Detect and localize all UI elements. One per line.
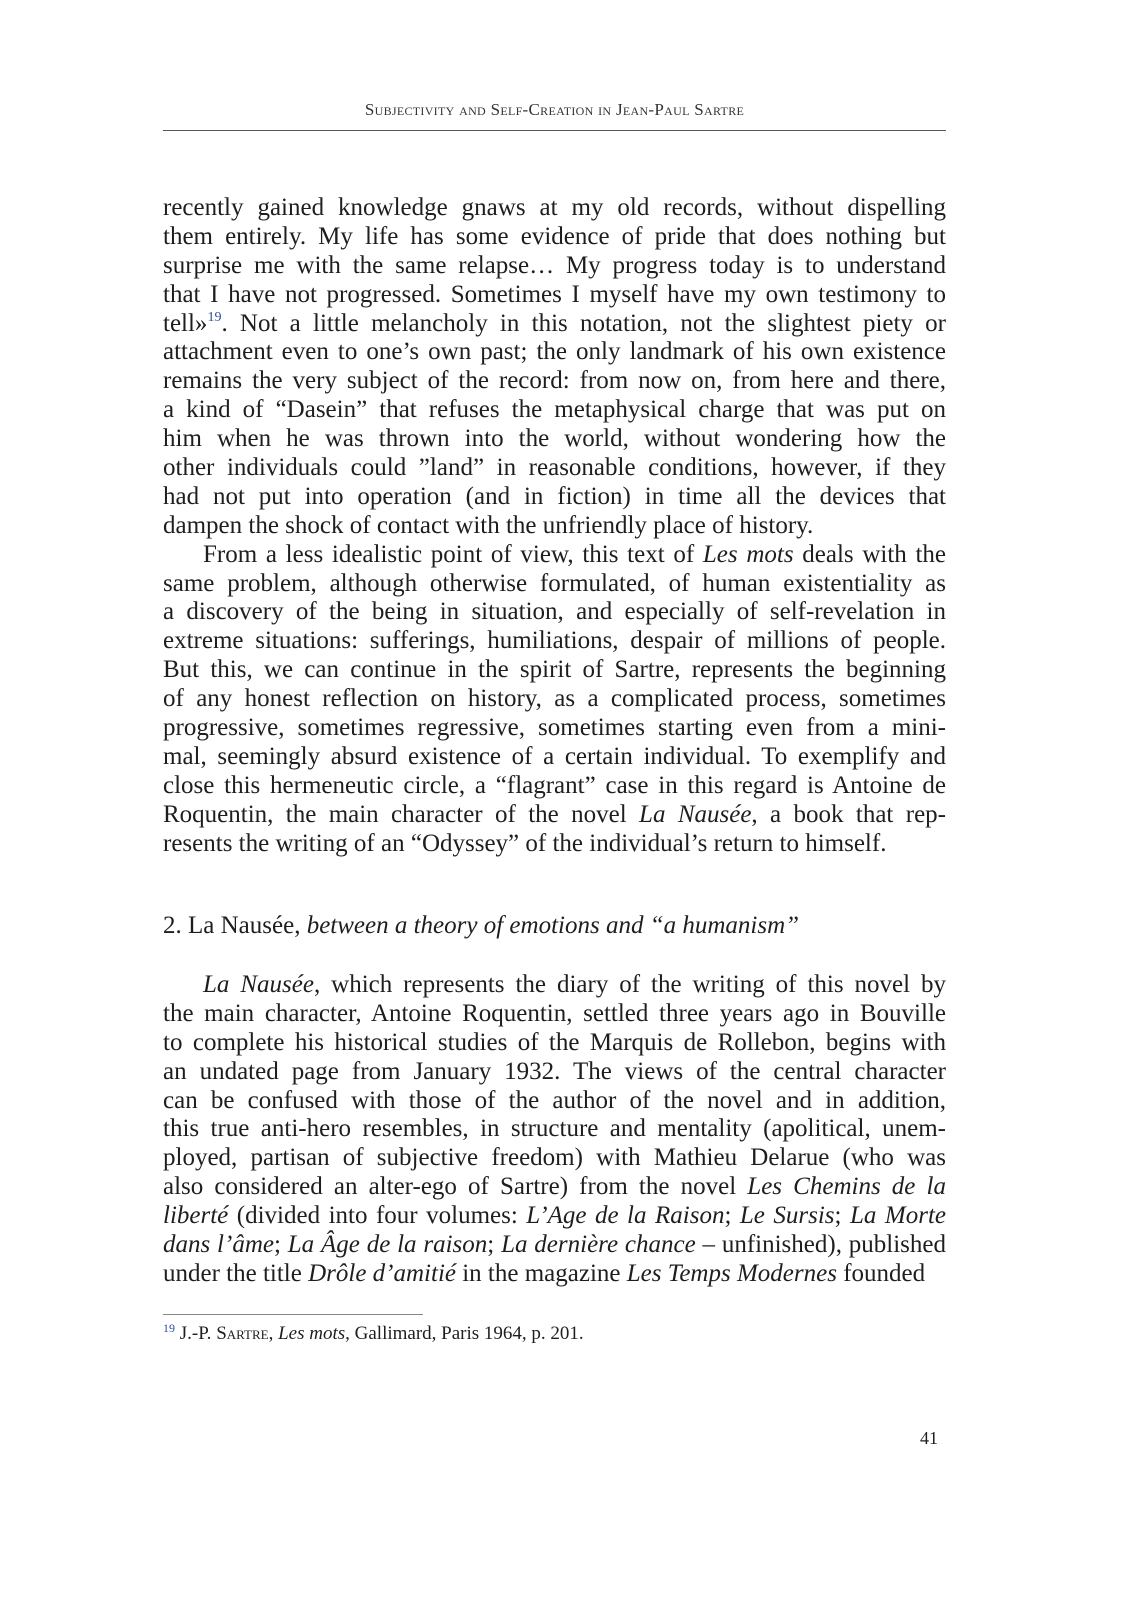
text-run[interactable]: this true anti-hero resembles, in structure and mentality (apolitical, unem- [163,1115,946,1143]
text-line [163,1260,946,1289]
paragraph-p1 [163,194,946,541]
text-run[interactable]: (divided into four volumes: [228,1202,527,1230]
text-line [163,310,946,339]
text-line [163,1231,946,1260]
text-line [163,801,946,830]
text-run[interactable]: other individuals could ”land” in reasonable conditions, however, if they [163,454,946,482]
footnote-reference[interactable]: 19 [207,309,222,325]
text-run[interactable]: also considered an alter-ego of Sartre) from the novel [163,1173,748,1201]
text-run[interactable]: ; [273,1231,288,1259]
italic-title: La Morte [850,1202,946,1230]
text-run[interactable]: in the magazine [455,1259,627,1287]
italic-title: Les Chemins de la [747,1173,946,1201]
text-line [163,194,946,223]
text-run[interactable]: attachment even to one’s own past; the only landmark of his own existence [163,338,946,366]
text-run[interactable]: to complete his historical studies of the Marquis de Rollebon, begins with [163,1028,946,1056]
footnote-number: 19 [163,1321,175,1335]
page-number: 41 [920,1428,938,1448]
text-run[interactable]: that I have not progressed. Sometimes I myself have my own testimony to [163,280,946,308]
text-run[interactable]: remains the very subject of the record: from now on, from here and there, [163,367,946,395]
text-line [163,1029,946,1058]
section-title-italic: between a theory of emotions and “a humanism” [306,912,800,939]
running-head: Subjectivity and Self-Creation in Jean-Paul Sartre [364,100,745,119]
text-run[interactable]: , which represents the diary of the writing of this novel by [313,971,947,998]
text-run[interactable]: mal, seemingly absurd existence of a certain individual. To exemplify and [163,742,946,770]
text-line [163,656,946,685]
text-run[interactable]: close this hermeneutic circle, a “flagrant” case in this regard is Antoine de [163,771,946,799]
text-run[interactable]: the main character, Antoine Roquentin, settled three years ago in Bouville [163,999,946,1027]
text-run[interactable]: ; [487,1231,502,1259]
text-line [163,425,946,454]
section-number: 2. [163,912,182,939]
text-run[interactable]: progressive, sometimes regressive, sometimes starting even from a mini- [163,714,946,742]
italic-title: L’Age de la Raison [526,1202,725,1230]
section-title-roman: La Nausée, [188,912,301,939]
text-run[interactable]: – unfinished), published [695,1231,946,1259]
italic-title: Les Temps Modernes [626,1259,837,1287]
italic-title: La Âge de la raison [287,1231,488,1259]
text-run[interactable]: ; [724,1202,740,1230]
text-run[interactable]: From a less idealistic point of view, this text of [203,540,703,568]
text-line [163,396,946,425]
text-run[interactable]: resents the writing of an “Odyssey” of the individual’s return to himself. [163,829,887,857]
italic-title: dans l’âme [163,1231,274,1259]
text-line [163,1115,946,1144]
text-run[interactable]: a discovery of the being in situation, and especially of self-revelation in [163,598,946,626]
text-run[interactable]: ; [834,1202,850,1230]
text-line [163,223,946,252]
text-line [163,281,946,310]
text-run[interactable]: But this, we can continue in the spirit of Sartre, represents the beginning [163,656,946,684]
text-line [163,971,946,1000]
text-run[interactable]: dampen the shock of contact with the unfriendly place of history. [163,511,814,539]
text-line [163,1202,946,1231]
paragraph-p3 [163,971,946,1289]
text-line [163,772,946,801]
text-run[interactable]: can be confused with those of the author of the novel and in addition, [163,1086,946,1114]
text-line [163,830,946,859]
text-line [163,570,946,599]
text-run[interactable]: surprise me with the same relapse… My progress today is to understand [163,251,946,279]
footnote-rule [163,1314,423,1315]
text-run[interactable]: him when he was thrown into the world, without wondering how the [163,425,946,453]
text-run[interactable]: recently gained knowledge gnaws at my old records, without dispelling [163,194,946,221]
text-line [163,483,946,512]
text-line [163,541,946,570]
italic-title: Le Sursis [739,1202,835,1230]
text-run[interactable]: , a book that rep- [751,800,946,828]
italic-title: Les mots [702,540,794,568]
text-run[interactable]: ployed, partisan of subjective freedom) with Mathieu Delarue (who was [163,1144,946,1172]
italic-title: La Nausée [639,800,752,828]
text-run[interactable]: them entirely. My life has some evidence of pride that does nothing but [163,222,946,250]
text-line [163,252,946,281]
text-run[interactable]: tell» [163,309,208,337]
header-rule [163,130,946,131]
footnote-title: Les mots [278,1323,346,1344]
text-line [163,512,946,541]
text-run[interactable]: of any honest reflection on history, as a complicated process, sometimes [163,685,946,713]
text-line [163,598,946,627]
text-run[interactable]: a kind of “Dasein” that refuses the metaphysical charge that was put on [163,396,946,424]
text-line [163,1173,946,1202]
text-run[interactable]: an undated page from January 1932. The views of the central character [163,1057,946,1085]
text-run[interactable]: Roquentin, the main character of the novel [163,800,640,828]
footnote-author-initials: J.-P. [179,1323,212,1344]
text-run[interactable]: founded [836,1259,926,1287]
text-line [163,338,946,367]
section-heading [163,911,799,941]
text-run[interactable]: deals with the [793,540,947,568]
text-line [163,1000,946,1029]
footnote-author-surname: Sartre [216,1323,269,1344]
text-run[interactable]: had not put into operation (and in fiction) in time all the devices that [163,482,946,510]
text-line [163,367,946,396]
text-line [163,1058,946,1087]
body-text-after-section [163,971,946,1289]
paragraph-p2 [163,541,946,859]
text-line [163,714,946,743]
text-run[interactable]: extreme situations: sufferings, humiliations, despair of millions of people. [163,627,946,655]
text-run[interactable]: same problem, although otherwise formulated, of human existentiality as [163,569,946,597]
footnote-publication: , Gallimard, Paris 1964, p. 201. [345,1323,584,1344]
text-line [163,454,946,483]
italic-title: liberté [163,1202,229,1230]
text-line [163,1144,946,1173]
italic-title: La dernière chance [501,1231,696,1259]
text-line [163,1087,946,1116]
italic-title: Drôle d’amitié [308,1259,456,1287]
text-run[interactable]: . Not a little melancholy in this notation, not the slightest piety or [221,309,946,337]
text-run[interactable]: under the title [163,1259,309,1287]
text-line [163,685,946,714]
body-text-before-section [163,194,946,858]
footnote-19: $^{19}$ J.-P. Sartre, Les mots, Gallimard, Paris 1964, p. 201. [163,1321,584,1344]
text-line [163,627,946,656]
text-line [163,743,946,772]
italic-title: La Nausée [203,971,314,998]
